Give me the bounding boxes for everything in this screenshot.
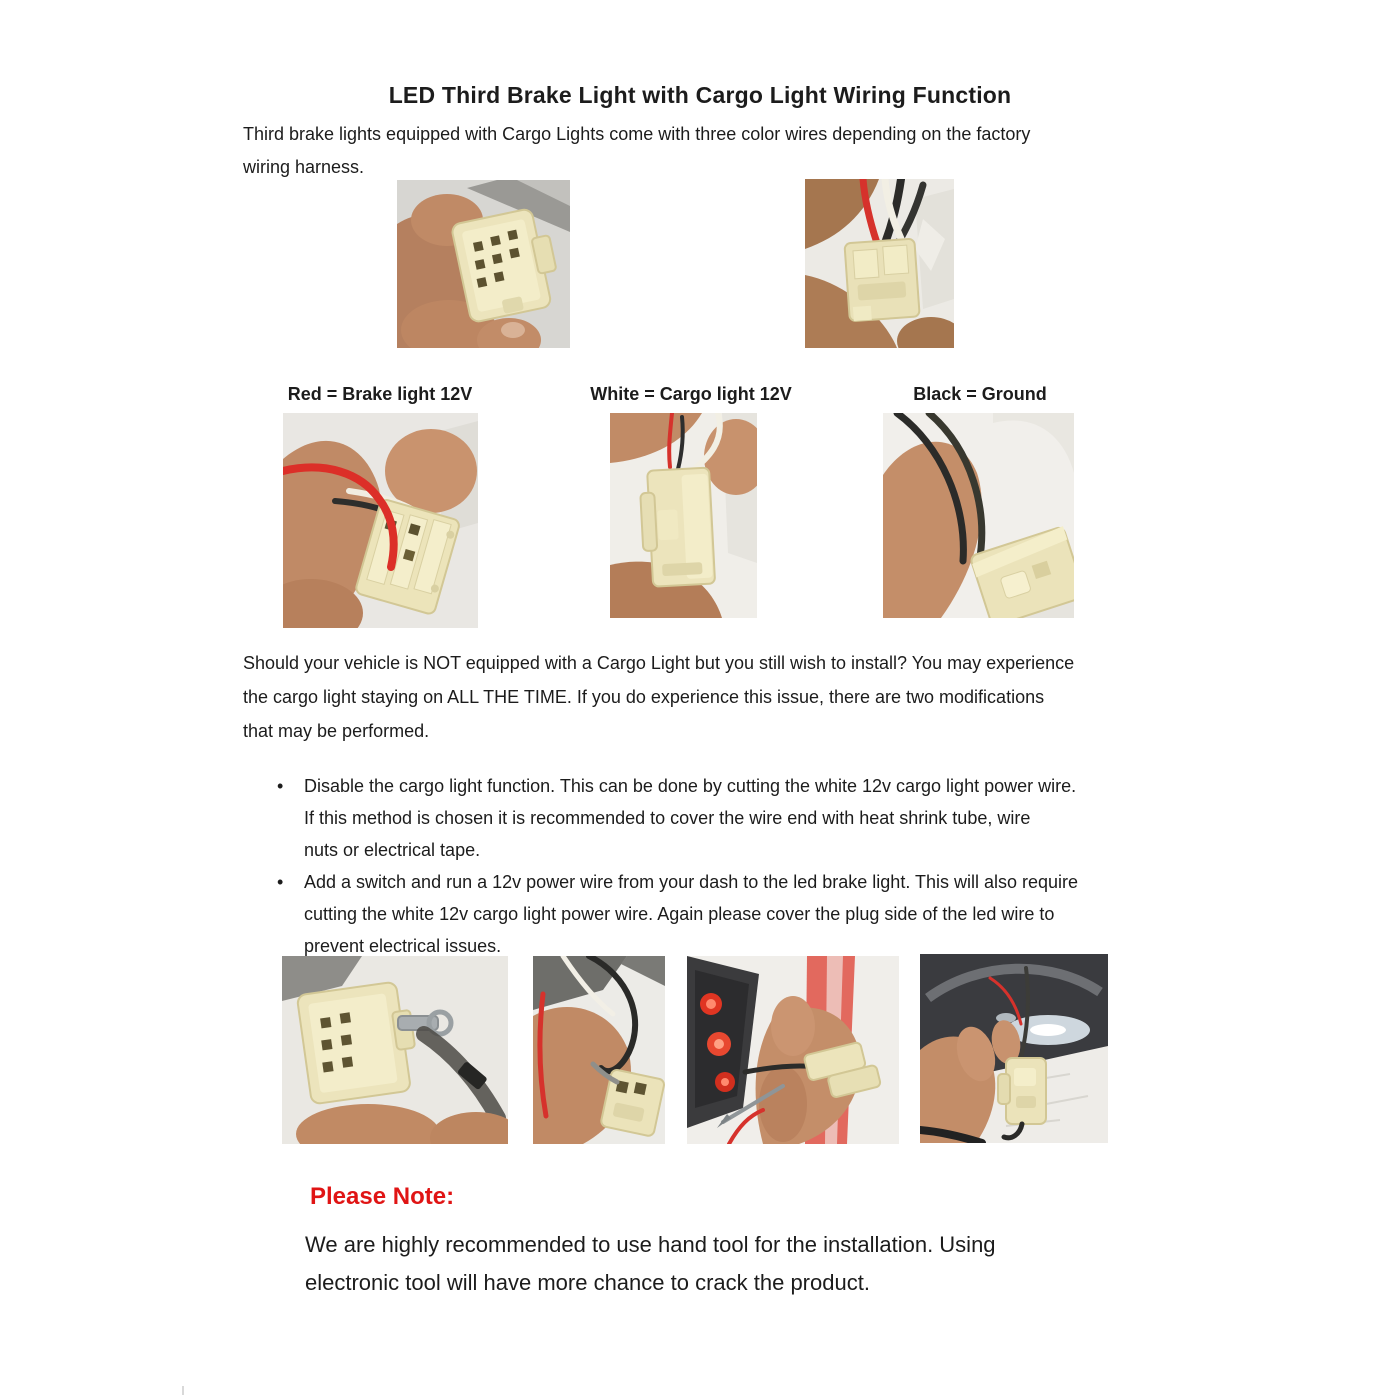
photo-connector-socket-face [397, 180, 570, 348]
intro-paragraph [243, 118, 1030, 184]
bullet-line: Add a switch and run a 12v power wire from your dash to the led brake light. This will also require [304, 872, 1079, 892]
note-line: electronic tool will have more chance to crack the product. [305, 1270, 870, 1295]
intro-line: wiring harness. [243, 157, 365, 177]
document-title: LED Third Brake Light with Cargo Light Wiring Function [388, 82, 1012, 108]
bullet-line: nuts or electrical tape. [304, 840, 481, 860]
photo-red-brake-wire [283, 413, 478, 628]
paragraph-line: Should your vehicle is NOT equipped with a Cargo Light but you still wish to install? You may experience [243, 653, 1075, 673]
connector-body [998, 1058, 1046, 1124]
bullet-line: Disable the cargo light function. This can be done by cutting the white 12v cargo light power wire. [304, 776, 1077, 796]
paragraph-line: the cargo light staying on ALL THE TIME. If you do experience this issue, there are two modifications [243, 687, 1045, 707]
modification-list [277, 770, 1078, 962]
bullet-item [277, 866, 1078, 962]
photo-connector-wired-rear [805, 179, 954, 348]
photo-terminal-insertion [282, 956, 508, 1144]
photo-tailgate-light [920, 954, 1108, 1143]
note-line: We are highly recommended to use hand tool for the installation. Using [305, 1232, 996, 1257]
paragraph-line: that may be performed. [243, 721, 430, 741]
bullet-line: If this method is chosen it is recommended to cover the wire end with heat shrink tube, wire [304, 808, 1031, 828]
note-body [305, 1226, 996, 1302]
intro-line: Third brake lights equipped with Cargo Lights come with three color wires depending on the factory [243, 124, 1031, 144]
page-artifact-mark [182, 1386, 184, 1395]
bullet-line: cutting the white 12v cargo light power wire. Again please cover the plug side of the led wire to [304, 904, 1055, 924]
bullet-line: prevent electrical issues. [304, 936, 502, 956]
photo-white-cargo-wire [610, 413, 757, 618]
photo-wire-loop [533, 956, 665, 1144]
wire-label-black: Black = Ground [913, 384, 1047, 404]
cargo-paragraph [243, 646, 1074, 748]
note-heading: Please Note: [310, 1183, 455, 1210]
bullet-item [277, 770, 1078, 866]
bullet-marker: • [277, 776, 284, 796]
connector-body [844, 239, 919, 322]
photo-brake-light-red [687, 956, 899, 1144]
bullet-marker: • [277, 872, 284, 892]
photo-black-ground-wires [883, 413, 1074, 618]
wire-label-red: Red = Brake light 12V [287, 384, 473, 404]
wire-label-white: White = Cargo light 12V [590, 384, 792, 404]
